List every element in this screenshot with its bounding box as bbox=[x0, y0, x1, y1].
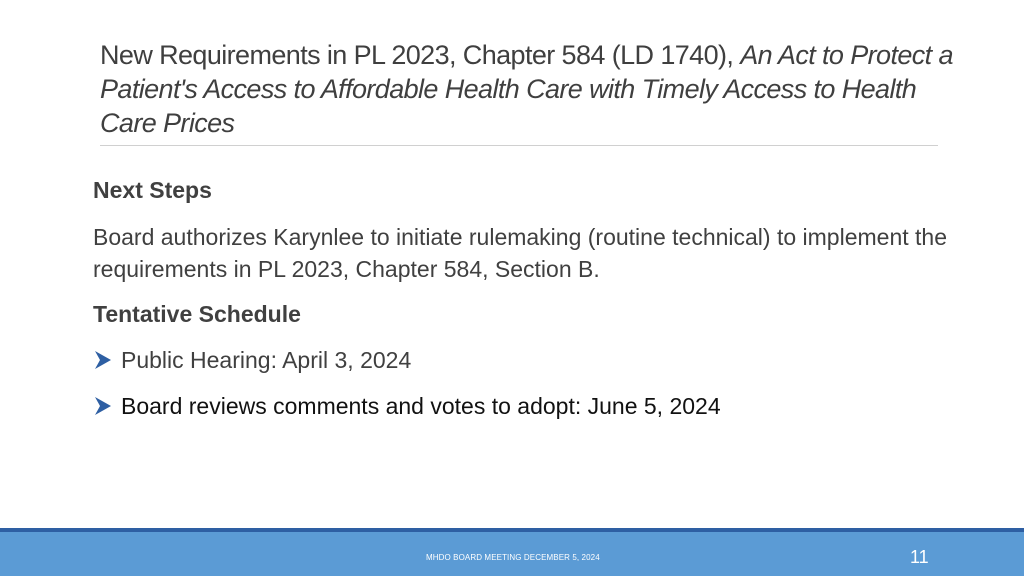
title-divider bbox=[100, 145, 938, 146]
footer-text: MHDO BOARD MEETING DECEMBER 5, 2024 bbox=[426, 553, 600, 562]
next-steps-text: Board authorizes Karynlee to initiate rulemaking (routine technical) to implement the requirements in PL 2023, Chapter 584, Section B. bbox=[93, 224, 947, 282]
schedule-item-board-review bbox=[93, 390, 973, 422]
schedule-item-label: Public Hearing: April 3, 2024 bbox=[121, 347, 412, 373]
slide-title bbox=[100, 38, 960, 140]
schedule-item-label: Board reviews comments and votes to adopt: June 5, 2024 bbox=[121, 393, 721, 419]
schedule-heading: Tentative Schedule bbox=[93, 301, 301, 327]
slide-body bbox=[93, 174, 973, 422]
next-steps-heading: Next Steps bbox=[93, 177, 212, 203]
arrow-bullet-icon bbox=[93, 395, 113, 417]
footer-bar bbox=[0, 532, 1024, 576]
title-italic: An Act to Protect a Patient's Access to Affordable Health Care with Timely Access to Health Care Prices bbox=[100, 40, 953, 138]
title-plain: New Requirements in PL 2023, Chapter 584 (LD 1740), bbox=[100, 40, 734, 70]
arrow-bullet-icon bbox=[93, 349, 113, 371]
page-number: 11 bbox=[910, 547, 929, 567]
schedule-item-public-hearing bbox=[93, 344, 973, 376]
